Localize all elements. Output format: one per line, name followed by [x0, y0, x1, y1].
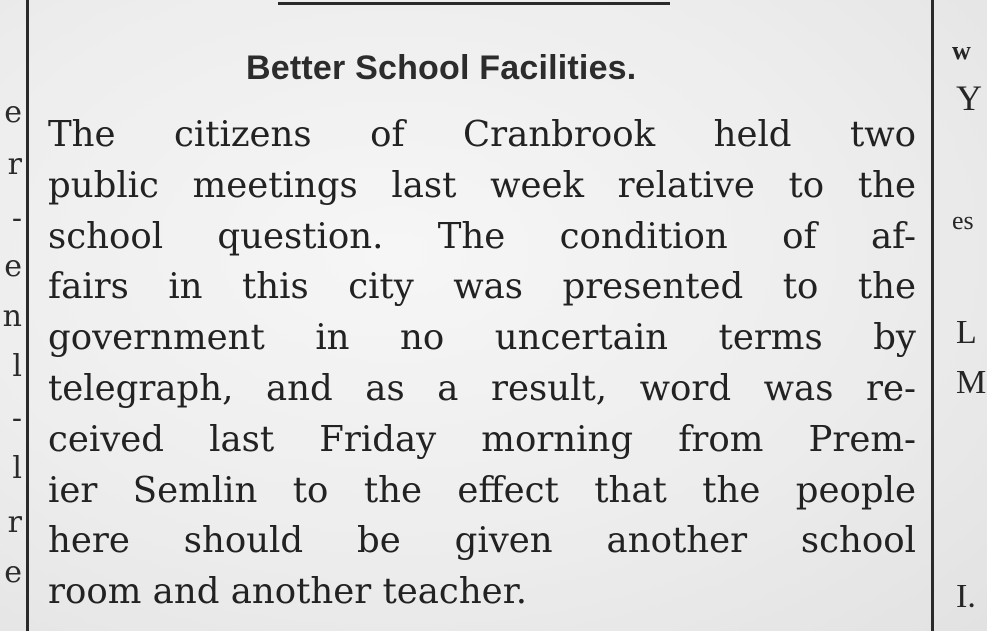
left-margin-fragment: l [12, 352, 22, 384]
article-line: government in no uncertain terms by [48, 317, 916, 359]
article-line: room and another teacher. [48, 571, 528, 613]
right-margin-fragment: I. [956, 578, 976, 615]
article-line: school question. The condition of af- [48, 215, 916, 257]
right-margin-fragment: L [956, 314, 977, 351]
article-line: ier Semlin to the effect that the people [48, 469, 916, 511]
right-margin-fragment: Y [956, 78, 982, 118]
left-margin-fragment: e [4, 252, 22, 284]
article-line: telegraph, and as a result, word was re- [48, 367, 916, 409]
article-line: fairs in this city was presented to the [48, 266, 916, 308]
right-margin-fragment: w [952, 36, 971, 65]
left-column-rule [26, 0, 29, 631]
right-margin-fragment: es [952, 206, 974, 235]
article-heading: Better School Facilities. [246, 49, 637, 87]
left-margin-fragment: - [11, 204, 22, 236]
left-margin-fragment: e [4, 98, 22, 130]
article-line: The citizens of Cranbrook held two [48, 114, 916, 155]
left-margin-fragment: l [12, 454, 22, 486]
left-margin-fragment: n [2, 302, 22, 334]
article-body [48, 110, 916, 618]
article-line: here should be given another school [48, 520, 916, 562]
right-column-rule [931, 0, 934, 631]
left-margin-fragment: - [11, 404, 22, 436]
left-margin-fragment: e [4, 558, 22, 590]
right-margin-fragment: M [956, 364, 987, 401]
article-line: ceived last Friday morning from Prem- [48, 418, 916, 460]
left-margin-fragment: r [7, 150, 22, 182]
top-column-rule [278, 2, 670, 5]
article-line: public meetings last week relative to the [48, 164, 916, 206]
left-margin-fragment: r [7, 508, 22, 540]
